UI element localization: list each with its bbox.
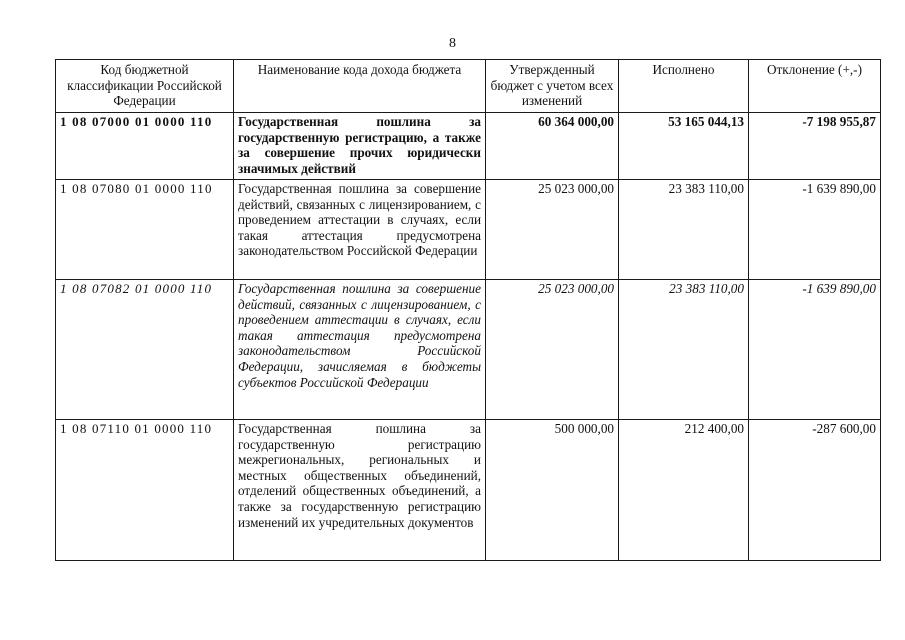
row-code: 1 08 07080 01 0000 110 (56, 180, 234, 280)
row-deviation: -1 639 890,00 (749, 180, 881, 280)
header-code: Код бюджетной классификации Российской Федерации (56, 60, 234, 113)
row-executed: 212 400,00 (619, 420, 749, 561)
table-row (56, 280, 881, 420)
header-executed: Исполнено (619, 60, 749, 113)
row-code: 1 08 07082 01 0000 110 (56, 280, 234, 420)
row-approved: 25 023 000,00 (486, 280, 619, 420)
table-header (56, 60, 881, 113)
row-deviation: -287 600,00 (749, 420, 881, 561)
row-name: Государственная пошлина за государственную регистрацию, а также за совершение прочих юридически значимых действий (234, 113, 486, 180)
budget-revenue-table (55, 59, 881, 561)
table-row (56, 180, 881, 280)
table-row (56, 420, 881, 561)
row-approved: 500 000,00 (486, 420, 619, 561)
row-deviation: -7 198 955,87 (749, 113, 881, 180)
row-approved: 25 023 000,00 (486, 180, 619, 280)
row-deviation: -1 639 890,00 (749, 280, 881, 420)
page-number: 8 (449, 36, 456, 51)
row-name: Государственная пошлина за совершение действий, связанных с лицензированием, с проведением аттестации в случаях, если такая аттестация предусмотрена законодательством Российской Федерации (234, 180, 486, 280)
header-deviation: Отклонение (+,-) (749, 60, 881, 113)
table-row (56, 113, 881, 180)
row-executed: 23 383 110,00 (619, 280, 749, 420)
row-approved: 60 364 000,00 (486, 113, 619, 180)
row-code: 1 08 07110 01 0000 110 (56, 420, 234, 561)
row-executed: 53 165 044,13 (619, 113, 749, 180)
row-executed: 23 383 110,00 (619, 180, 749, 280)
row-code: 1 08 07000 01 0000 110 (56, 113, 234, 180)
row-name: Государственная пошлина за совершение действий, связанных с лицензированием, с проведением аттестации в случаях, если такая аттестация предусмотрена законодательством Российской Федерации, зачисляемая в бюджеты субъектов Российской Федерации (234, 280, 486, 420)
header-name: Наименование кода дохода бюджета (234, 60, 486, 113)
row-name: Государственная пошлина за государственную регистрацию межрегиональных, региональных и местных общественных объединений, отделений общественных объединений, а также за государственную регистрацию изменений их учредительных документов (234, 420, 486, 561)
header-approved: Утвержденный бюджет с учетом всех изменений (486, 60, 619, 113)
